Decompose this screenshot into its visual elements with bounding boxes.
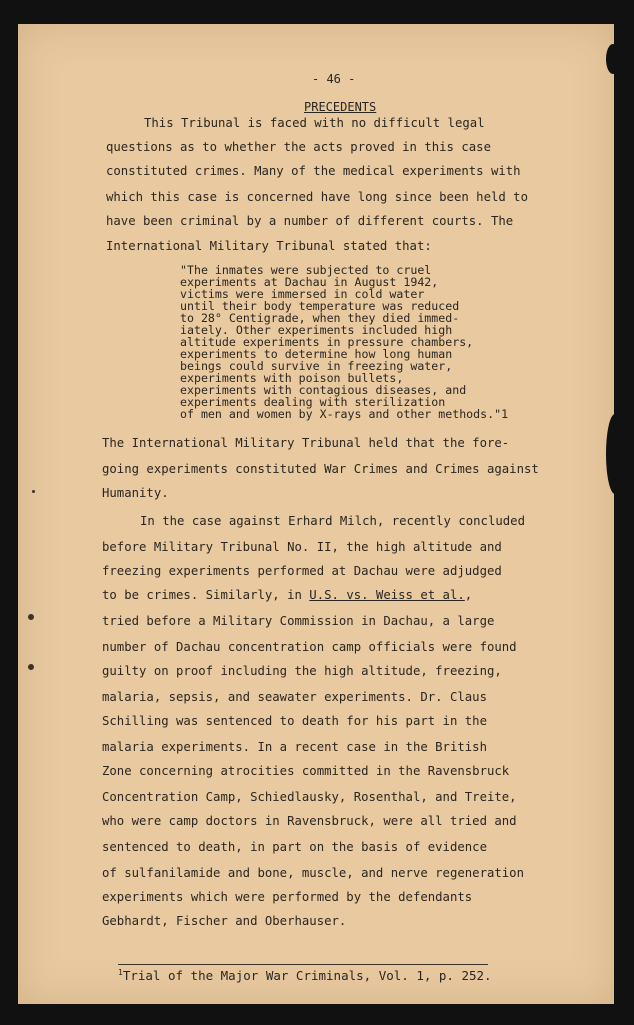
quote-line: experiments to determine how long human [180, 347, 453, 361]
binder-hole-mark [28, 614, 34, 620]
footnote-text: Trial of the Major War Criminals, Vol. 1, p. 252. [122, 968, 492, 984]
quote-line: altitude experiments in pressure chambers, [180, 335, 474, 349]
paragraph3-line: experiments which were performed by the defendants [102, 890, 473, 904]
paragraph1-line: questions as to whether the acts proved in this case [106, 140, 491, 154]
quote-line: experiments with contagious diseases, and [180, 383, 467, 397]
quote-line: experiments with poison bullets, [180, 371, 404, 385]
section-heading: PRECEDENTS [304, 100, 377, 114]
paragraph3-line: guilty on proof including the high altitude, freezing, [102, 664, 502, 678]
paragraph3-line: number of Dachau concentration camp officials were found [102, 640, 517, 654]
paragraph3-line: In the case against Erhard Milch, recently concluded [140, 514, 525, 528]
speck-mark [32, 490, 35, 493]
paragraph3-line: Zone concerning atrocities committed in the Ravensbruck [102, 764, 510, 778]
paragraph3-line: sentenced to death, in part on the basis of evidence [102, 840, 487, 854]
paragraph1-line: constituted crimes. Many of the medical experiments with [106, 164, 521, 178]
paragraph1-line: International Military Tribunal stated that: [106, 239, 432, 253]
paragraph3-line: Gebhardt, Fischer and Oberhauser. [102, 914, 347, 928]
paragraph3-line: malaria experiments. In a recent case in the British [102, 740, 487, 754]
paragraph1-line: have been criminal by a number of different courts. The [106, 214, 514, 228]
line-prefix: to be crimes. Similarly, in [102, 588, 310, 602]
torn-edge [606, 414, 624, 494]
line-suffix: , [464, 588, 473, 602]
quote-line: victims were immersed in cold water [180, 287, 425, 301]
paragraph3-line-case [102, 588, 472, 602]
page-number: - 46 - [312, 72, 356, 86]
paragraph2-line: Humanity. [102, 486, 169, 500]
quote-line: beings could survive in freezing water, [180, 359, 453, 373]
document-page [18, 24, 614, 1004]
paragraph3-line: of sulfanilamide and bone, muscle, and nerve regeneration [102, 866, 524, 880]
quote-line: until their body temperature was reduced [180, 299, 460, 313]
case-citation: U.S. vs. Weiss et al. [309, 588, 465, 602]
paragraph2-line: The International Military Tribunal held that the fore- [102, 436, 510, 450]
paragraph1-line: which this case is concerned have long since been held to [106, 190, 528, 204]
paragraph3-line: freezing experiments performed at Dachau were adjudged [102, 564, 502, 578]
quote-line: of men and women by X-rays and other methods."1 [180, 407, 509, 421]
paragraph3-line: Concentration Camp, Schiedlausky, Rosenthal, and Treite, [102, 790, 517, 804]
paragraph1-line: This Tribunal is faced with no difficult legal [144, 116, 485, 130]
paragraph3-line: tried before a Military Commission in Dachau, a large [102, 614, 495, 628]
quote-line: iately. Other experiments included high [180, 323, 453, 337]
footnote [118, 968, 492, 983]
paragraph3-line: malaria, sepsis, and seawater experiments. Dr. Claus [102, 690, 487, 704]
paragraph3-line: before Military Tribunal No. II, the high altitude and [102, 540, 502, 554]
binder-hole-mark [28, 664, 34, 670]
footnote-rule [118, 964, 488, 965]
paragraph3-line: Schilling was sentenced to death for his part in the [102, 714, 487, 728]
quote-line: to 28° Centigrade, when they died immed- [180, 311, 460, 325]
footnote-marker: 1 [118, 968, 123, 977]
torn-edge [606, 44, 620, 74]
quote-line: experiments at Dachau in August 1942, [180, 275, 439, 289]
paragraph3-line: who were camp doctors in Ravensbruck, were all tried and [102, 814, 517, 828]
quote-line: "The inmates were subjected to cruel [180, 263, 432, 277]
paragraph2-line: going experiments constituted War Crimes and Crimes against [102, 462, 539, 476]
quote-line: experiments dealing with sterilization [180, 395, 446, 409]
